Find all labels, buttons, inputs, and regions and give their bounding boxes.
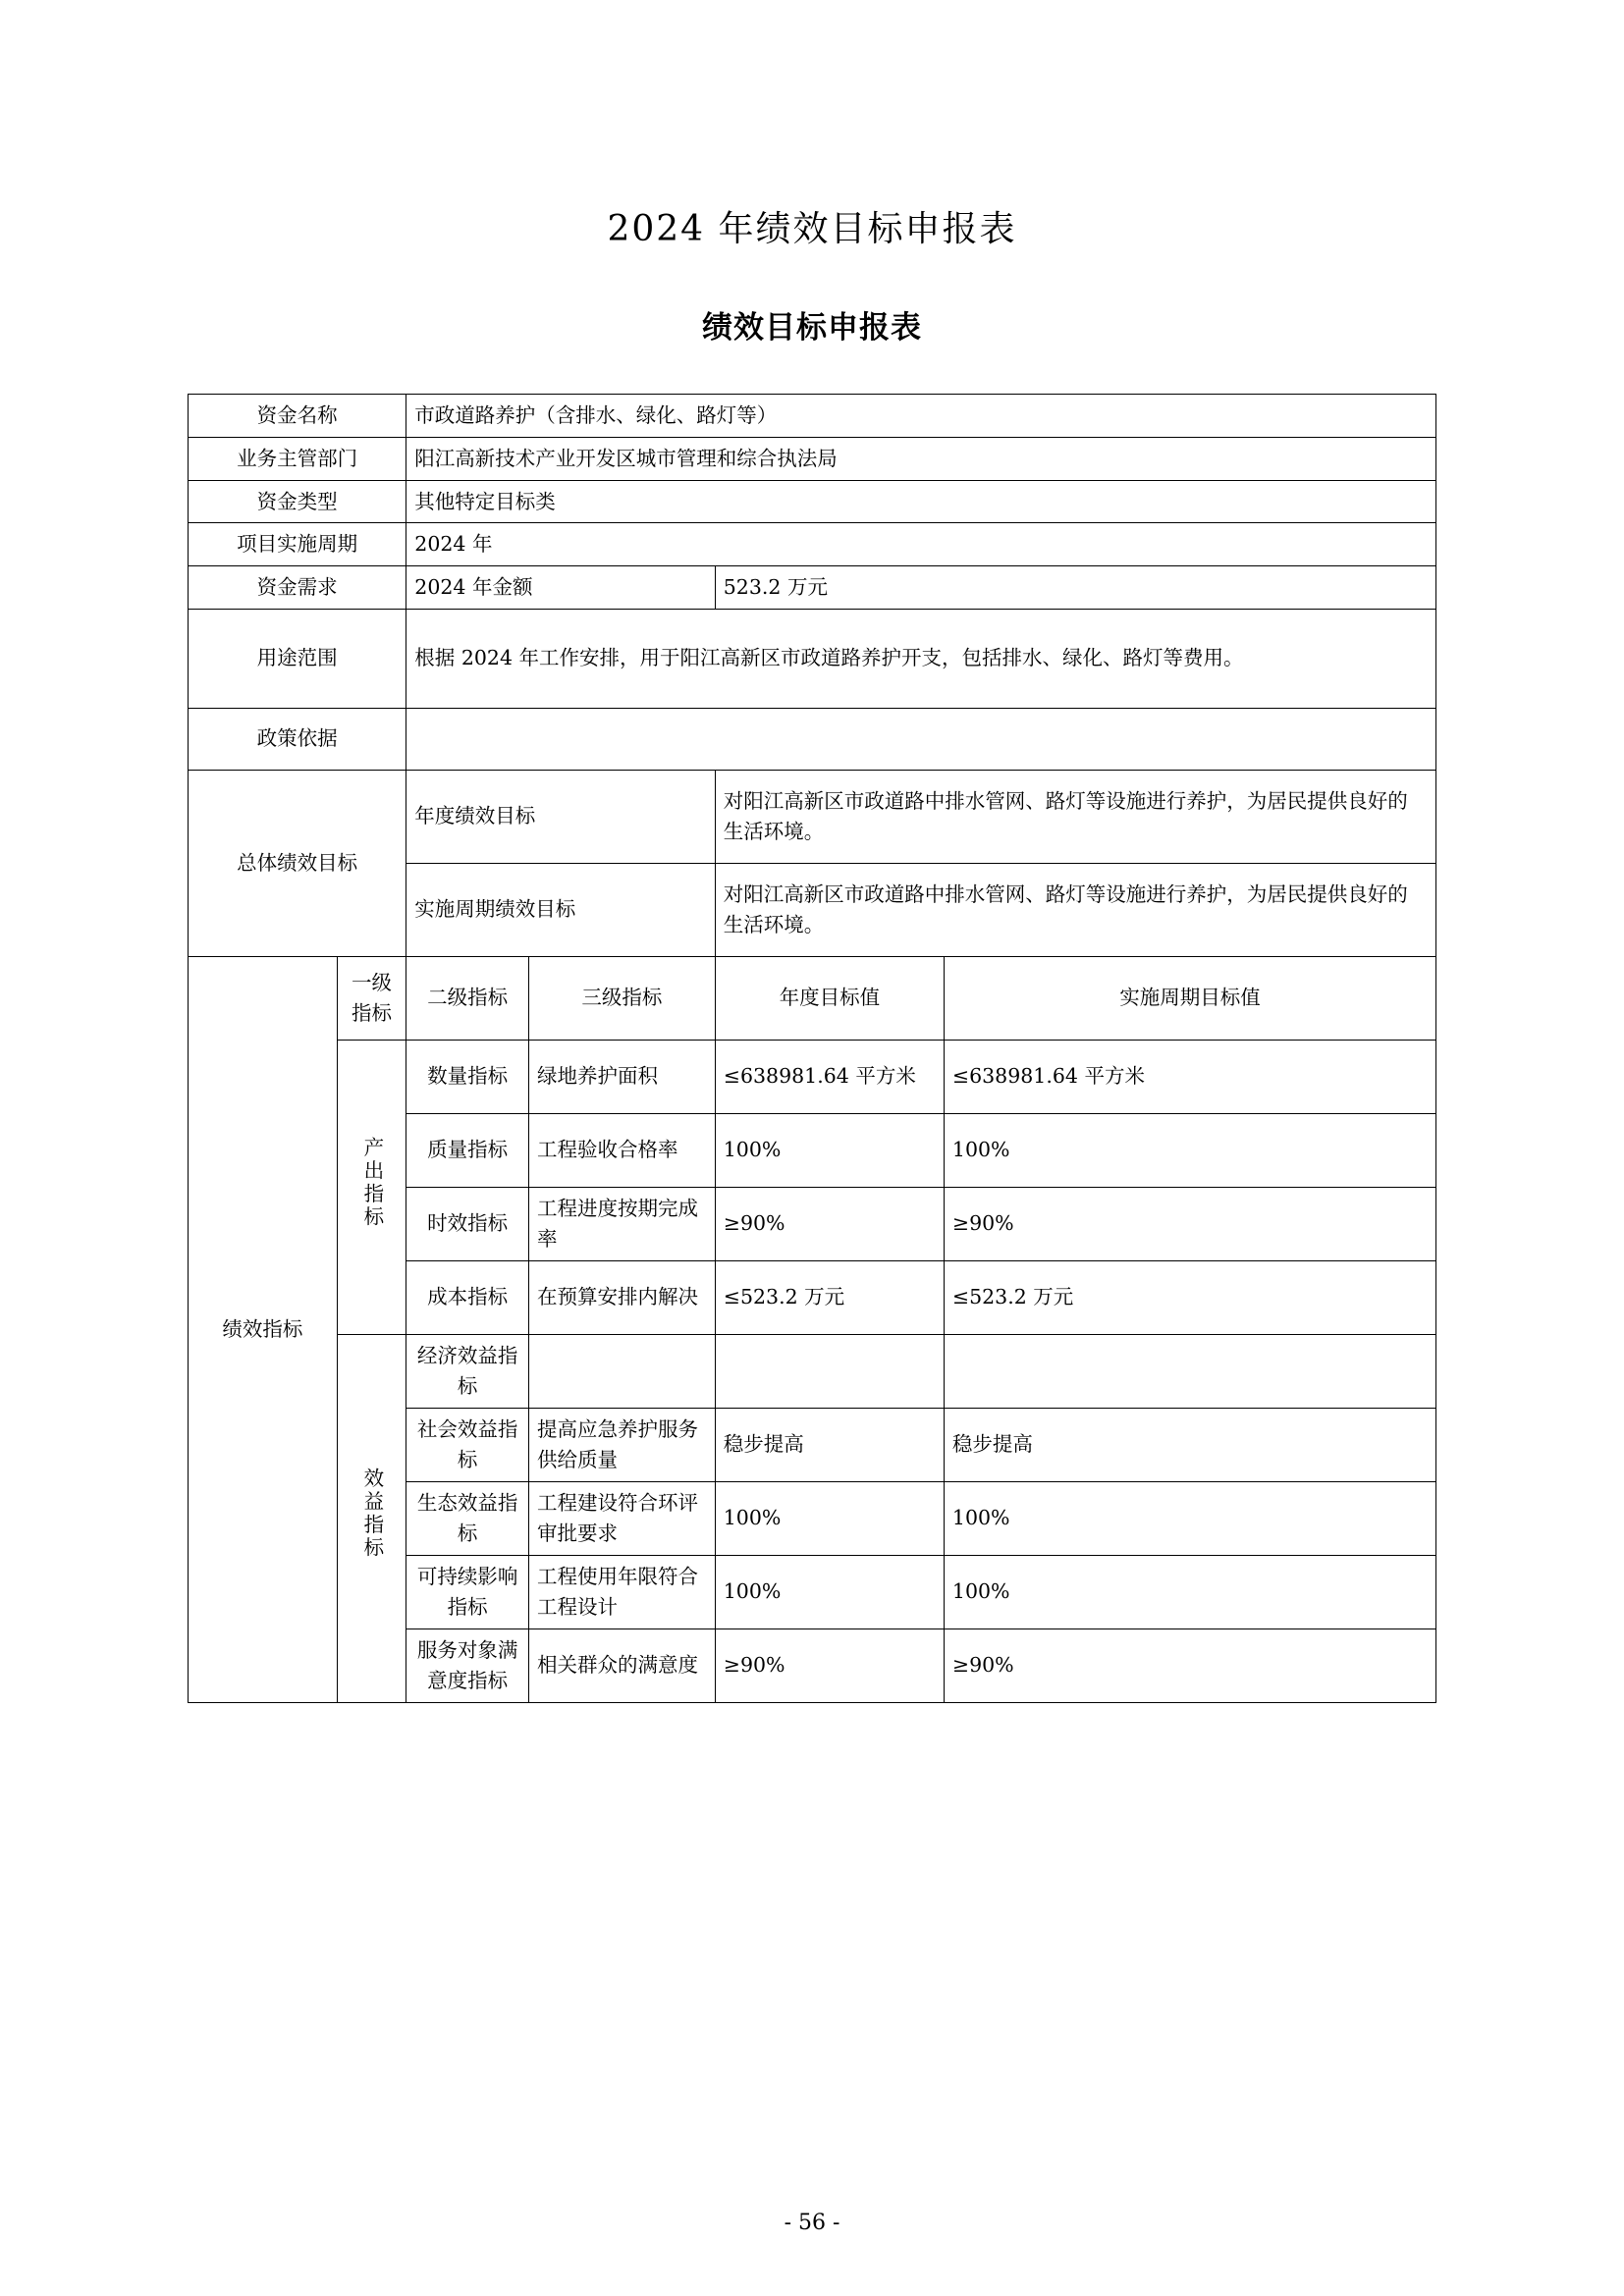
cell-annual: 稳步提高 bbox=[715, 1408, 944, 1481]
cell-level2: 成本指标 bbox=[406, 1260, 529, 1334]
header-level1: 一级指标 bbox=[337, 956, 406, 1040]
cell-level3: 工程使用年限符合工程设计 bbox=[529, 1555, 716, 1629]
page-number: - 56 - bbox=[784, 2211, 840, 2235]
value-fund-name: 市政道路养护（含排水、绿化、路灯等） bbox=[406, 395, 1436, 438]
cell-annual: ≤638981.64 平方米 bbox=[715, 1040, 944, 1113]
cell-level2: 可持续影响指标 bbox=[406, 1555, 529, 1629]
cell-level2: 数量指标 bbox=[406, 1040, 529, 1113]
cell-level3: 绿地养护面积 bbox=[529, 1040, 716, 1113]
label-overall-goals: 总体绩效目标 bbox=[189, 770, 406, 956]
cell-level2: 质量指标 bbox=[406, 1113, 529, 1187]
cell-level2: 生态效益指标 bbox=[406, 1481, 529, 1555]
cell-annual: 100% bbox=[715, 1555, 944, 1629]
table-row bbox=[189, 523, 1436, 566]
cell-level2: 时效指标 bbox=[406, 1187, 529, 1260]
cell-level3: 工程建设符合环评审批要求 bbox=[529, 1481, 716, 1555]
cell-annual bbox=[715, 1334, 944, 1408]
label-project-cycle: 项目实施周期 bbox=[189, 523, 406, 566]
group-label-output: 产出指标 bbox=[337, 1040, 406, 1334]
performance-goal-table bbox=[188, 394, 1436, 1703]
cell-level3: 相关群众的满意度 bbox=[529, 1629, 716, 1702]
table-row bbox=[189, 437, 1436, 480]
label-fund-name: 资金名称 bbox=[189, 395, 406, 438]
cell-cycle: ≥90% bbox=[944, 1187, 1435, 1260]
cell-level3: 工程进度按期完成率 bbox=[529, 1187, 716, 1260]
cell-cycle: 100% bbox=[944, 1113, 1435, 1187]
value-project-cycle: 2024 年 bbox=[406, 523, 1436, 566]
cell-level2: 服务对象满意度指标 bbox=[406, 1629, 529, 1702]
value-annual-goal: 对阳江高新区市政道路中排水管网、路灯等设施进行养护，为居民提供良好的生活环境。 bbox=[715, 770, 1435, 863]
cell-level3: 在预算安排内解决 bbox=[529, 1260, 716, 1334]
value-funding-amount: 523.2 万元 bbox=[715, 566, 1435, 610]
cell-annual: ≥90% bbox=[715, 1187, 944, 1260]
table-row bbox=[189, 770, 1436, 863]
label-policy-basis: 政策依据 bbox=[189, 708, 406, 770]
table-row bbox=[189, 1040, 1436, 1113]
table-row bbox=[189, 480, 1436, 523]
cell-annual: ≤523.2 万元 bbox=[715, 1260, 944, 1334]
value-cycle-goal: 对阳江高新区市政道路中排水管网、路灯等设施进行养护，为居民提供良好的生活环境。 bbox=[715, 863, 1435, 956]
cell-level2: 经济效益指标 bbox=[406, 1334, 529, 1408]
cell-cycle bbox=[944, 1334, 1435, 1408]
cell-cycle: 100% bbox=[944, 1555, 1435, 1629]
label-fund-type: 资金类型 bbox=[189, 480, 406, 523]
value-fund-type: 其他特定目标类 bbox=[406, 480, 1436, 523]
cell-cycle: ≤523.2 万元 bbox=[944, 1260, 1435, 1334]
cell-cycle: ≥90% bbox=[944, 1629, 1435, 1702]
value-policy-basis bbox=[406, 708, 1436, 770]
label-usage-scope: 用途范围 bbox=[189, 609, 406, 708]
cell-annual: 100% bbox=[715, 1481, 944, 1555]
header-level2: 二级指标 bbox=[406, 956, 529, 1040]
header-annual-target: 年度目标值 bbox=[715, 956, 944, 1040]
cell-cycle: 100% bbox=[944, 1481, 1435, 1555]
table-row bbox=[189, 395, 1436, 438]
table-row bbox=[189, 609, 1436, 708]
label-department: 业务主管部门 bbox=[189, 437, 406, 480]
header-level3: 三级指标 bbox=[529, 956, 716, 1040]
cell-annual: 100% bbox=[715, 1113, 944, 1187]
table-row bbox=[189, 956, 1436, 1040]
cell-cycle: ≤638981.64 平方米 bbox=[944, 1040, 1435, 1113]
table-row bbox=[189, 1334, 1436, 1408]
cell-level3: 工程验收合格率 bbox=[529, 1113, 716, 1187]
value-usage-scope: 根据 2024 年工作安排，用于阳江高新区市政道路养护开支，包括排水、绿化、路灯等费用。 bbox=[406, 609, 1436, 708]
page-title: 2024 年绩效目标申报表 bbox=[607, 209, 1017, 249]
table-row bbox=[189, 708, 1436, 770]
table-row bbox=[189, 566, 1436, 610]
label-annual-goal: 年度绩效目标 bbox=[406, 770, 715, 863]
cell-annual: ≥90% bbox=[715, 1629, 944, 1702]
value-department: 阳江高新技术产业开发区城市管理和综合执法局 bbox=[406, 437, 1436, 480]
cell-level3 bbox=[529, 1334, 716, 1408]
label-funding-need: 资金需求 bbox=[189, 566, 406, 610]
cell-level3: 提高应急养护服务供给质量 bbox=[529, 1408, 716, 1481]
group-label-benefit: 效益指标 bbox=[337, 1334, 406, 1702]
cell-level2: 社会效益指标 bbox=[406, 1408, 529, 1481]
header-cycle-target: 实施周期目标值 bbox=[944, 956, 1435, 1040]
label-funding-year: 2024 年金额 bbox=[406, 566, 715, 610]
form-title: 绩效目标申报表 bbox=[702, 310, 922, 346]
label-performance-indicators: 绩效指标 bbox=[189, 956, 338, 1702]
label-cycle-goal: 实施周期绩效目标 bbox=[406, 863, 715, 956]
cell-cycle: 稳步提高 bbox=[944, 1408, 1435, 1481]
